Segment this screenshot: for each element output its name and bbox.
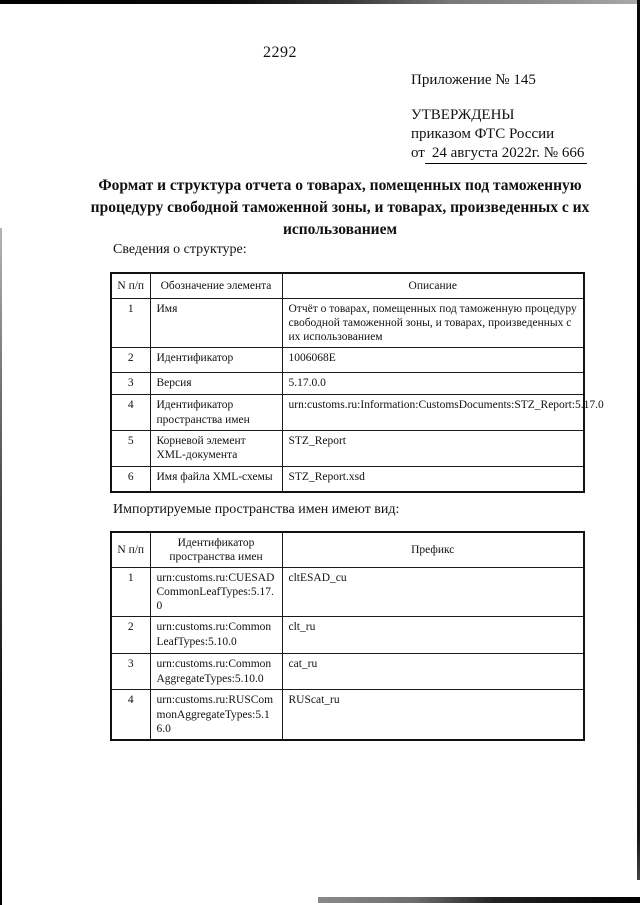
table-row (111, 298, 584, 348)
table-cell: 4 (111, 395, 150, 431)
table-cell: RUScat_ru (282, 690, 584, 740)
table-cell: 5.17.0.0 (282, 373, 584, 395)
table-cell: clt_ru (282, 617, 584, 654)
table-cell: urn:customs.ru:RUSCommonAggregateTypes:5.16.0 (150, 690, 282, 740)
table-cell: Имя файла XML-схемы (150, 466, 282, 492)
column-header: Идентификатор пространства имен (150, 532, 282, 567)
table-cell: 3 (111, 654, 150, 690)
table-row (111, 654, 584, 690)
table-row (111, 348, 584, 373)
column-header: Префикс (282, 532, 584, 567)
table-row (111, 567, 584, 617)
order-date-value: 24 августа 2022г. № 666 (425, 144, 587, 164)
column-header: N п/п (111, 273, 150, 298)
table-cell: Имя (150, 298, 282, 348)
table-cell: 3 (111, 373, 150, 395)
table-cell: cltESAD_cu (282, 567, 584, 617)
page-number: 2292 (263, 44, 297, 61)
structure-table (110, 272, 604, 493)
appendix-label: Приложение № 145 (411, 72, 536, 88)
table-row (111, 373, 584, 395)
table-cell: 5 (111, 430, 150, 466)
table-cell: STZ_Report.xsd (282, 466, 584, 492)
scan-edge-bottom (318, 897, 640, 903)
table-cell: urn:customs.ru:CommonLeafTypes:5.10.0 (150, 617, 282, 654)
approval-block (411, 71, 587, 164)
table-row (111, 430, 584, 466)
table-cell: urn:customs.ru:CUESADCommonLeafTypes:5.17.0 (150, 567, 282, 617)
namespaces-table (110, 531, 585, 741)
table-header-row (111, 273, 584, 298)
order-date-prefix: от (411, 145, 425, 161)
scan-edge-left (0, 228, 2, 905)
approved-label: УТВЕРЖДЕНЫ (411, 107, 515, 123)
table-row (111, 690, 584, 740)
approved-by-label: приказом ФТС России (411, 126, 555, 142)
table-cell: 4 (111, 690, 150, 740)
table-cell: Корневой элемент XML-документа (150, 430, 282, 466)
namespaces-intro: Импортируемые пространства имен имеют вид: (113, 502, 400, 517)
table-cell: urn:customs.ru:Information:CustomsDocuments:STZ_Report:5.17.0 (282, 395, 584, 431)
structure-intro: Сведения о структуре: (113, 242, 247, 257)
table-cell: 2 (111, 617, 150, 654)
table-row (111, 395, 584, 431)
scan-edge-top (0, 0, 640, 4)
column-header: Описание (282, 273, 584, 298)
table-row (111, 466, 584, 492)
table-cell: Отчёт о товарах, помещенных под таможенную процедуру свободной таможенной зоны, и товарах, произведенных с их использованием (282, 298, 584, 348)
table-cell: 2 (111, 348, 150, 373)
table-cell: 1 (111, 298, 150, 348)
table-cell: cat_ru (282, 654, 584, 690)
table-cell: Идентификатор (150, 348, 282, 373)
table-row (111, 617, 584, 654)
table-cell: Идентификатор пространства имен (150, 395, 282, 431)
column-header: Обозначение элемента (150, 273, 282, 298)
table-cell: 1006068E (282, 348, 584, 373)
column-header: N п/п (111, 532, 150, 567)
table-header-row (111, 532, 584, 567)
table-cell: STZ_Report (282, 430, 584, 466)
table-cell: 6 (111, 466, 150, 492)
document-title: Формат и структура отчета о товарах, помещенных под таможенную процедуру свободной таможенной зоны, и товарах, произведенных с их использованием (90, 177, 590, 238)
table-cell: urn:customs.ru:CommonAggregateTypes:5.10.0 (150, 654, 282, 690)
order-date-line (411, 144, 587, 164)
table-cell: 1 (111, 567, 150, 617)
table-cell: Версия (150, 373, 282, 395)
